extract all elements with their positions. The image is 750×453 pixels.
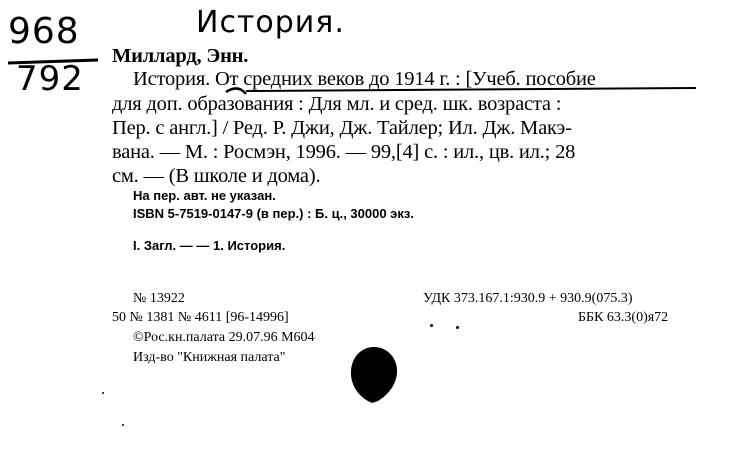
speck [102,392,104,394]
description-line-5: см. — (В школе и дома). [112,165,321,187]
publisher-line: Изд-во "Книжная палата" [133,350,286,365]
note-line: На пер. авт. не указан. [133,188,276,203]
description-line-1: История. От средних веков до 1914 г. : [Учеб. пособие [133,68,596,90]
shelfmark-top: 968 [8,11,80,52]
book-chamber-stamp: ©Рос.кн.палата 29.07.96 М604 [133,330,315,345]
bbk-code: ББК 63.3(0)я72 [578,310,669,325]
card-number: № 13922 [133,291,185,306]
author-heading: Миллард, Энн. [112,45,249,67]
speck [456,326,459,329]
handwritten-title: История. [196,5,345,40]
shelfmark-bottom: 792 [16,59,84,99]
ink-blot [348,345,400,405]
speck [122,424,124,426]
print-number: 50 № 1381 № 4611 [96-14996] [112,310,289,325]
description-line-2: для доп. образования : Для мл. и сред. шк. возраста : [112,93,562,115]
description-line-3: Пер. с англ.] / Ред. Р. Джи, Дж. Тайлер; Ил. Дж. Макэ- [112,117,572,139]
isbn-line: ISBN 5-7519-0147-9 (в пер.) : Б. ц., 30000 экз. [133,206,414,221]
description-line-4: вана. — М. : Росмэн, 1996. — 99,[4] с. : ил., цв. ил.; 28 [112,141,576,163]
udk-code: УДК 373.167.1:930.9 + 930.9(075.3) [423,291,633,306]
speck [430,324,433,327]
tracings-line: I. Загл. — — 1. История. [133,238,286,253]
